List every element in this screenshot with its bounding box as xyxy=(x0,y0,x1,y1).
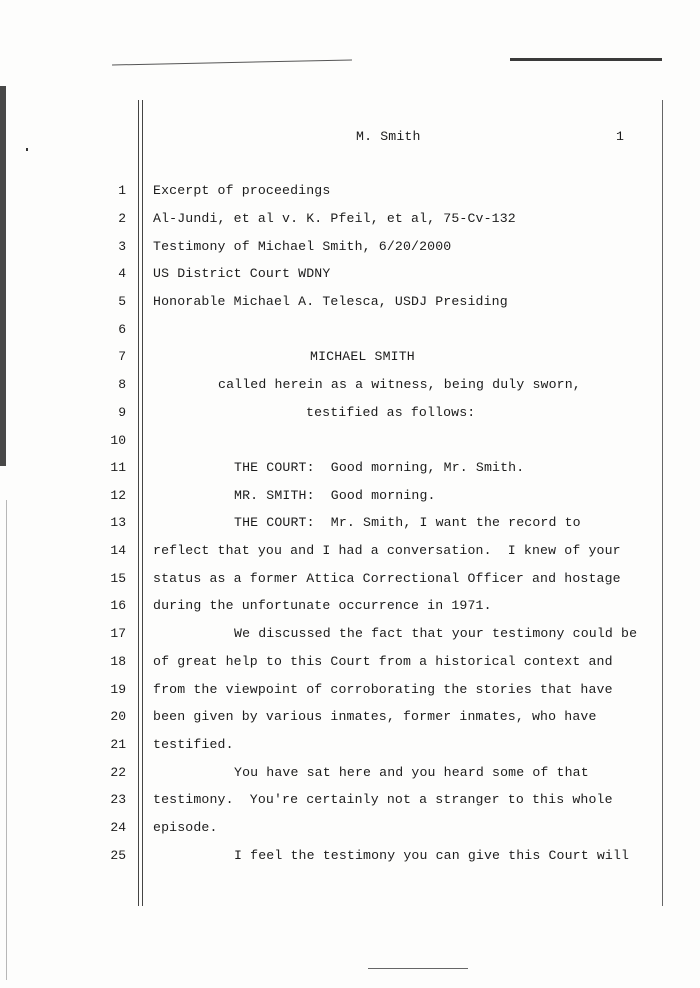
left-margin-rule-outer xyxy=(138,100,139,906)
scan-dot xyxy=(26,148,28,151)
transcript-line: You have sat here and you heard some of that xyxy=(234,765,589,780)
transcript-line: Al-Jundi, et al v. K. Pfeil, et al, 75-Cv-132 xyxy=(153,211,516,226)
transcript-line: THE COURT: Good morning, Mr. Smith. xyxy=(234,460,525,475)
scan-left-edge xyxy=(0,86,6,466)
line-number: 17 xyxy=(110,626,126,641)
left-margin-rule-inner xyxy=(142,100,143,906)
transcript-line: reflect that you and I had a conversation. I knew of your xyxy=(153,543,621,558)
line-number: 22 xyxy=(110,765,126,780)
right-margin-rule xyxy=(662,100,663,906)
line-number: 23 xyxy=(110,792,126,807)
line-number: 6 xyxy=(118,322,126,337)
line-number: 5 xyxy=(118,294,126,309)
transcript-line: of great help to this Court from a historical context and xyxy=(153,654,613,669)
transcript-line: episode. xyxy=(153,820,218,835)
header-witness-name: M. Smith xyxy=(356,129,421,144)
transcript-line: We discussed the fact that your testimony could be xyxy=(234,626,638,641)
transcript-line: testified. xyxy=(153,737,234,752)
transcript-line: testified as follows: xyxy=(306,405,476,420)
line-number: 10 xyxy=(110,433,126,448)
transcript-line: Excerpt of proceedings xyxy=(153,183,331,198)
scan-top-right-rule xyxy=(510,58,662,61)
line-number: 4 xyxy=(118,266,126,281)
transcript-line: been given by various inmates, former inmates, who have xyxy=(153,709,597,724)
transcript-line: US District Court WDNY xyxy=(153,266,331,281)
line-number: 7 xyxy=(118,349,126,364)
line-number: 16 xyxy=(110,598,126,613)
transcript-line: during the unfortunate occurrence in 1971. xyxy=(153,598,492,613)
line-number: 2 xyxy=(118,211,126,226)
transcript-line: MR. SMITH: Good morning. xyxy=(234,488,436,503)
line-number: 8 xyxy=(118,377,126,392)
scan-bottom-rule xyxy=(368,968,468,969)
scan-top-left-rule xyxy=(112,59,352,65)
line-number: 14 xyxy=(110,543,126,558)
transcript-line: testimony. You're certainly not a stranger to this whole xyxy=(153,792,613,807)
line-number: 15 xyxy=(110,571,126,586)
transcript-line: Honorable Michael A. Telesca, USDJ Presiding xyxy=(153,294,508,309)
transcript-line: THE COURT: Mr. Smith, I want the record to xyxy=(234,515,581,530)
line-number: 24 xyxy=(110,820,126,835)
transcript-line: I feel the testimony you can give this Court will xyxy=(234,848,630,863)
line-number: 11 xyxy=(110,460,126,475)
line-number: 21 xyxy=(110,737,126,752)
line-number: 9 xyxy=(118,405,126,420)
line-number: 13 xyxy=(110,515,126,530)
line-number: 12 xyxy=(110,488,126,503)
transcript-line: Testimony of Michael Smith, 6/20/2000 xyxy=(153,239,452,254)
header-page-number: 1 xyxy=(616,129,625,144)
line-number: 3 xyxy=(118,239,126,254)
line-number: 20 xyxy=(110,709,126,724)
line-number: 25 xyxy=(110,848,126,863)
line-number: 19 xyxy=(110,682,126,697)
transcript-line: MICHAEL SMITH xyxy=(310,349,415,364)
line-number: 18 xyxy=(110,654,126,669)
transcript-line: called herein as a witness, being duly sworn, xyxy=(218,377,581,392)
line-number: 1 xyxy=(118,183,126,198)
transcript-line: status as a former Attica Correctional Officer and hostage xyxy=(153,571,621,586)
scan-left-edge-faint xyxy=(6,500,7,980)
transcript-line: from the viewpoint of corroborating the stories that have xyxy=(153,682,613,697)
